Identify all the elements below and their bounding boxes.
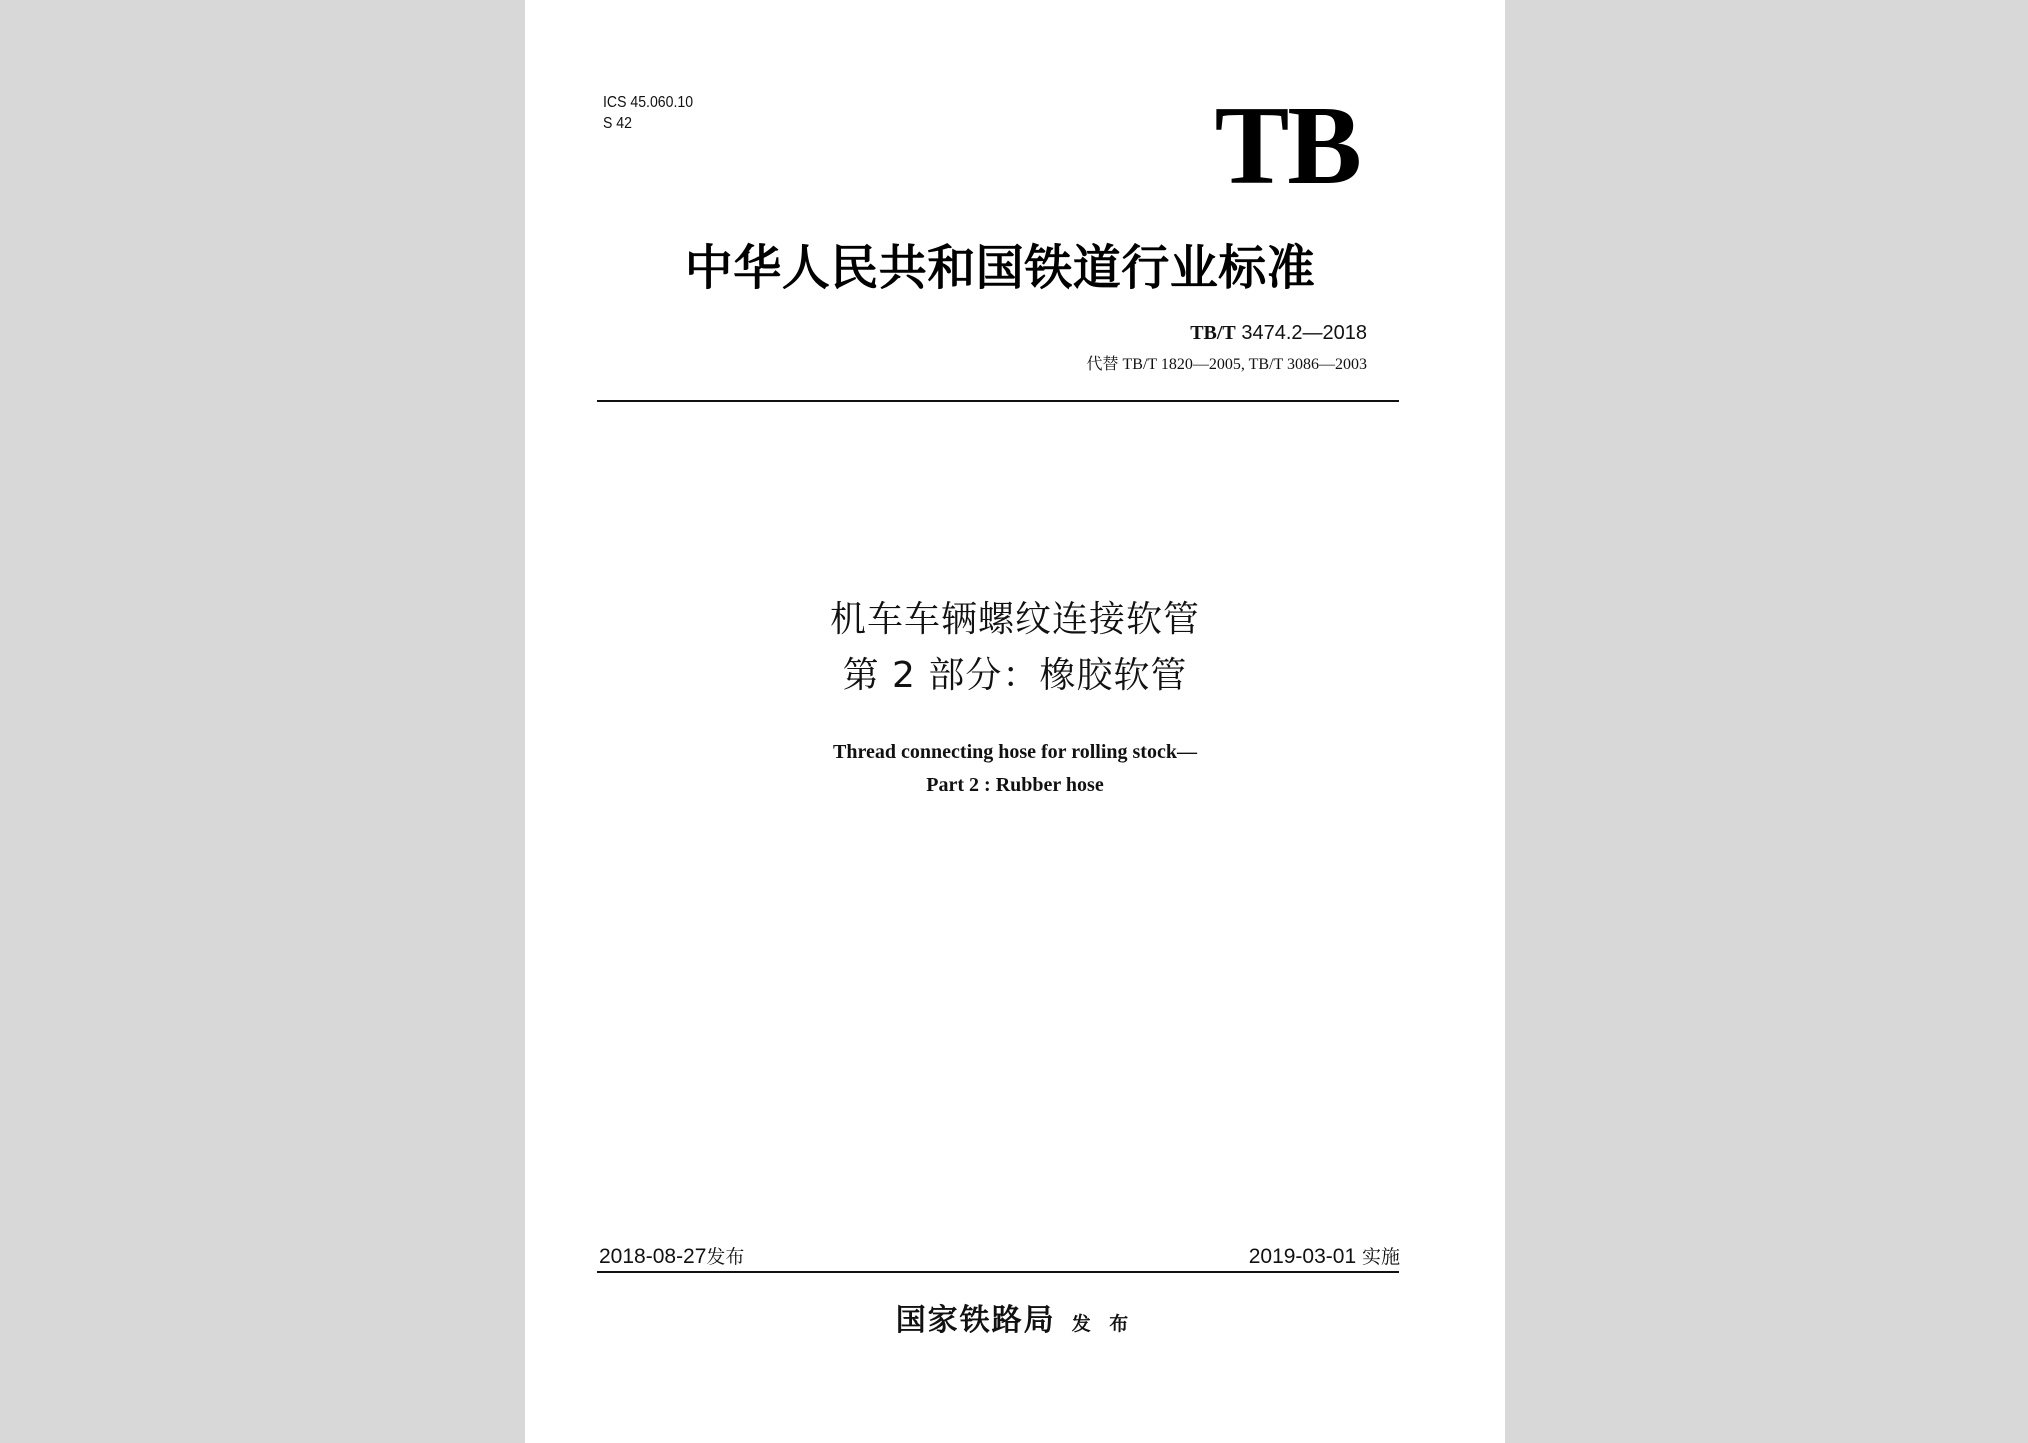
standard-number bbox=[525, 320, 1367, 346]
effective-label: 实施 bbox=[1361, 1247, 1400, 1268]
bottom-divider bbox=[597, 1271, 1399, 1273]
publish-date-value: 2018-08-27 bbox=[599, 1245, 707, 1268]
standard-code: 3474.2—2018 bbox=[1241, 322, 1367, 344]
standard-prefix: TB/T bbox=[1190, 322, 1236, 344]
top-divider bbox=[597, 400, 1399, 402]
effective-date-value: 2019-03-01 bbox=[1248, 1245, 1357, 1268]
title-en-line2: Part 2 : Rubber hose bbox=[926, 774, 1104, 796]
publish-label: 发布 bbox=[706, 1247, 745, 1268]
title-en-line1: Thread connecting hose for rolling stock— bbox=[833, 741, 1197, 763]
document-page bbox=[525, 0, 1505, 1443]
publisher-name: 国家铁路局 bbox=[895, 1303, 1056, 1338]
effective-date bbox=[525, 1244, 1400, 1271]
ccs-code: S 42 bbox=[603, 115, 632, 132]
publisher bbox=[525, 1301, 1505, 1344]
title-zh-line2: 第 2 部分：橡胶软管 bbox=[842, 655, 1188, 696]
ics-code: ICS 45.060.10 bbox=[603, 94, 694, 111]
standard-category-title: 中华人民共和国铁道行业标准 bbox=[684, 240, 1316, 296]
replaces-note: 代替 TB/T 1820—2005, TB/T 3086—2003 bbox=[1086, 356, 1367, 373]
publisher-label: 发 布 bbox=[1071, 1313, 1135, 1335]
title-zh-line1: 机车车辆螺纹连接软管 bbox=[829, 599, 1200, 640]
tb-logo: TB bbox=[1214, 84, 1360, 208]
